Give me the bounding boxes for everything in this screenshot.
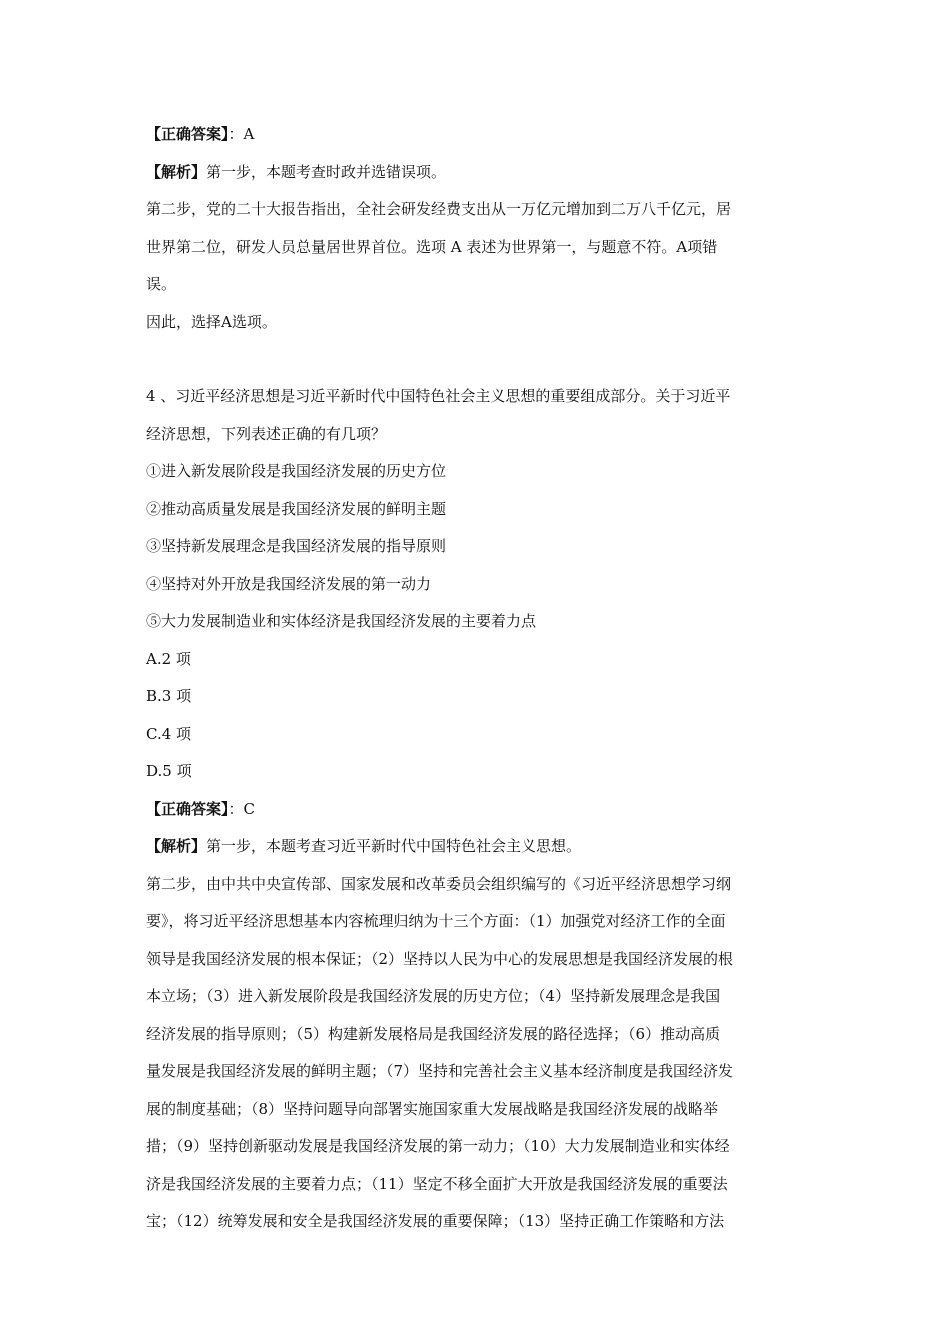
question-stem-line: 4 、习近平经济思想是习近平新时代中国特色社会主义思想的重要组成部分。关于习近平 bbox=[146, 387, 731, 405]
statement-item: ③坚持新发展理念是我国经济发展的指导原则 bbox=[146, 537, 447, 555]
paragraph-line: 第二步，由中共中央宣传部、国家发展和改革委员会组织编写的《习近平经济思想学习纲 bbox=[146, 874, 732, 893]
analysis-label: 【解析】 bbox=[146, 837, 207, 855]
paragraph-line: 展的制度基础；（8）坚持问题导向部署实施国家重大发展战略是我国经济发展的战略举 bbox=[146, 1099, 719, 1118]
answer-value: ：C bbox=[228, 799, 255, 818]
statement-item: ④坚持对外开放是我国经济发展的第一动力 bbox=[146, 574, 432, 593]
analysis-label: 【解析】 bbox=[146, 162, 207, 181]
option-c: C.4 项 bbox=[146, 724, 192, 743]
statement-item: ②推动高质量发展是我国经济发展的鲜明主题 bbox=[146, 499, 447, 518]
analysis-first-step: 第一步，本题考查时政并选错误项。 bbox=[206, 162, 447, 181]
answer-label: 【正确答案】 bbox=[146, 799, 229, 818]
question-stem-line: 经济思想，下列表述正确的有几项？ bbox=[146, 424, 387, 443]
statement-item: ①进入新发展阶段是我国经济发展的历史方位 bbox=[146, 462, 447, 480]
paragraph-line: 第二步，党的二十大报告指出，全社会研发经费支出从一万亿元增加到二万八千亿元，居 bbox=[146, 200, 732, 218]
paragraph-line: 误。 bbox=[146, 275, 177, 293]
document-page bbox=[146, 120, 810, 1245]
answer-label: 【正确答案】 bbox=[146, 125, 229, 143]
paragraph-line: 量发展是我国经济发展的鲜明主题；（7）坚持和完善社会主义基本经济制度是我国经济发 bbox=[146, 1062, 734, 1080]
conclusion-line: 因此，选择A选项。 bbox=[146, 312, 277, 331]
paragraph-gap bbox=[146, 345, 810, 382]
option-d: D.5 项 bbox=[146, 762, 192, 780]
analysis-line-1 bbox=[146, 158, 810, 196]
statement-item: ⑤大力发展制造业和实体经济是我国经济发展的主要着力点 bbox=[146, 612, 537, 630]
paragraph-line: 世界第二位，研发人员总量居世界首位。选项 A 表述为世界第一，与题意不符。A项错 bbox=[146, 237, 718, 256]
paragraph-line: 要》，将习近平经济思想基本内容梳理归纳为十三个方面：（1）加强党对经济工作的全面 bbox=[146, 912, 726, 930]
paragraph-line: 经济发展的指导原则；（5）构建新发展格局是我国经济发展的路径选择；（6）推动高质 bbox=[146, 1024, 721, 1043]
analysis-line-2 bbox=[146, 832, 810, 870]
answer-line-2 bbox=[146, 795, 810, 833]
paragraph-line: 济是我国经济发展的主要着力点；（11）坚定不移全面扩大开放是我国经济发展的重要法 bbox=[146, 1174, 728, 1193]
paragraph-line: 措；（9）坚持创新驱动发展是我国经济发展的第一动力；（10）大力发展制造业和实体经 bbox=[146, 1137, 730, 1155]
answer-value: ：A bbox=[228, 125, 255, 143]
option-b: B.3 项 bbox=[146, 687, 192, 705]
paragraph-line: 本立场；（3）进入新发展阶段是我国经济发展的历史方位；（4）坚持新发展理念是我国 bbox=[146, 987, 721, 1005]
option-a: A.2 项 bbox=[146, 649, 191, 668]
paragraph-line: 宝；（12）统筹发展和安全是我国经济发展的重要保障；（13）坚持正确工作策略和方法 bbox=[146, 1212, 725, 1230]
analysis-first-step: 第一步，本题考查习近平新时代中国特色社会主义思想。 bbox=[206, 837, 582, 855]
answer-line-1 bbox=[146, 120, 810, 158]
paragraph-line: 领导是我国经济发展的根本保证；（2）坚持以人民为中心的发展思想是我国经济发展的根 bbox=[146, 949, 734, 968]
